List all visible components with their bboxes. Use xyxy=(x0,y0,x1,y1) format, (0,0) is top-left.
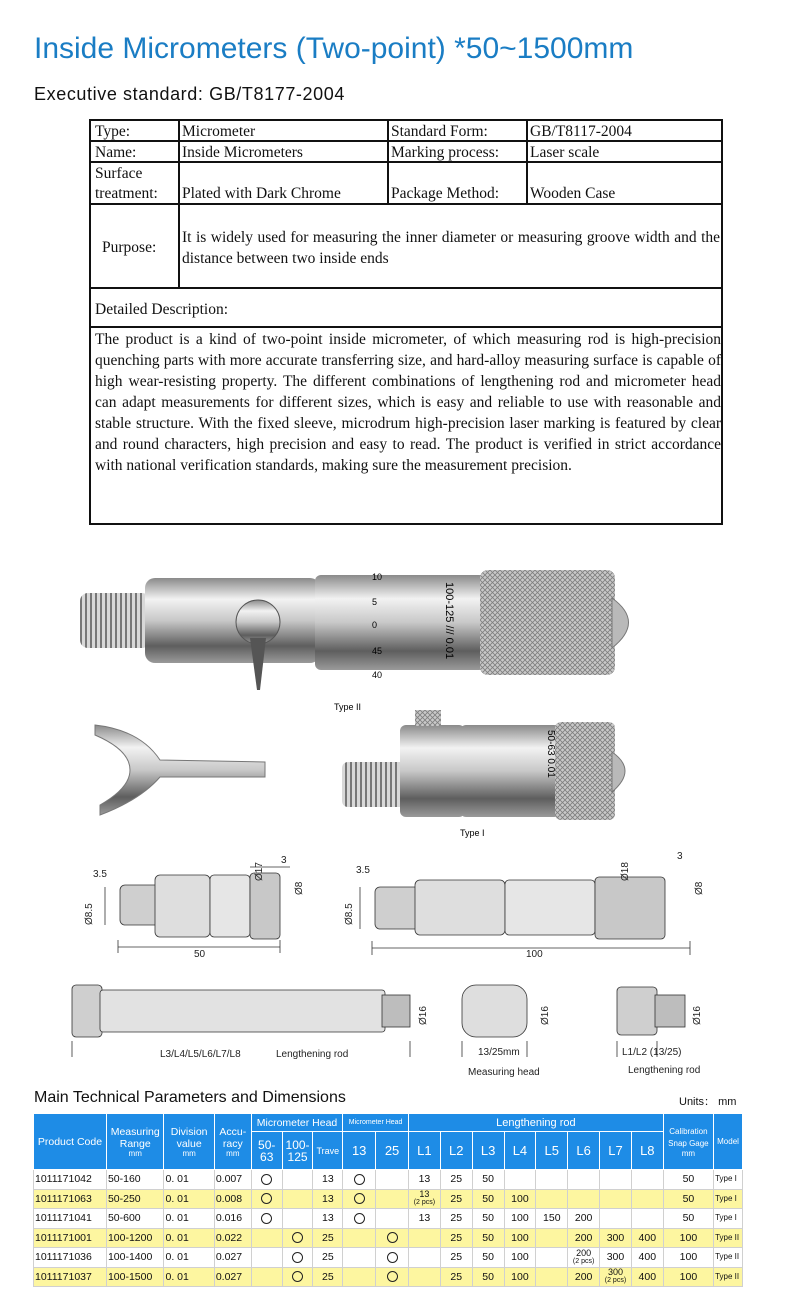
params-title: Main Technical Parameters and Dimensions xyxy=(34,1089,346,1106)
cell-c5063 xyxy=(251,1267,282,1287)
cell-c13 xyxy=(343,1228,376,1248)
cell-c5063 xyxy=(251,1248,282,1268)
cell-l8 xyxy=(631,1209,663,1229)
short-lengths: L1/L2 (13/25) xyxy=(622,1047,682,1058)
detail-label: Detailed Description: xyxy=(95,301,228,318)
t1-dia-left: Ø8.5 xyxy=(84,903,95,925)
type2-micrometer-image xyxy=(80,570,629,690)
cell-c13 xyxy=(343,1267,376,1287)
t1-length: 50 xyxy=(194,949,206,960)
cell-l1 xyxy=(408,1248,440,1268)
executive-standard: Executive standard: GB/T8177-2004 xyxy=(34,84,345,104)
cell-l1 xyxy=(408,1267,440,1287)
th-l2: L2 xyxy=(440,1132,472,1170)
circle-mark-icon xyxy=(387,1252,398,1263)
cell-trave: 25 xyxy=(313,1248,343,1268)
cell-code: 1011171001 xyxy=(34,1228,107,1248)
cell-c100 xyxy=(282,1267,313,1287)
th-l7: L7 xyxy=(600,1132,632,1170)
cell-l2: 25 xyxy=(440,1228,472,1248)
parameters-table xyxy=(33,1113,743,1287)
th-lengthening-rod: Lengthening rod xyxy=(408,1114,663,1132)
cell-div: 0. 01 xyxy=(164,1189,214,1209)
cell-acc: 0.007 xyxy=(214,1170,251,1190)
cell-model: Type I xyxy=(714,1209,743,1229)
t2-length: 100 xyxy=(526,949,543,960)
type-label: Type: xyxy=(95,123,131,140)
cell-l6 xyxy=(568,1170,600,1190)
cell-l1: 13 (2 pcs) xyxy=(408,1189,440,1209)
cell-gage: 50 xyxy=(663,1170,713,1190)
cell-gage: 100 xyxy=(663,1267,713,1287)
cell-c100 xyxy=(282,1248,313,1268)
th-l8: L8 xyxy=(631,1132,663,1170)
cell-l6 xyxy=(568,1189,600,1209)
cell-l3: 50 xyxy=(472,1189,504,1209)
cell-l3: 50 xyxy=(472,1248,504,1268)
surface-label-2: treatment: xyxy=(95,185,158,202)
cell-l7: 300 xyxy=(600,1228,632,1248)
cell-c100 xyxy=(282,1209,313,1229)
cell-l5 xyxy=(536,1228,568,1248)
circle-mark-icon xyxy=(261,1174,272,1185)
cell-acc: 0.027 xyxy=(214,1248,251,1268)
cell-range: 100-1200 xyxy=(106,1228,164,1248)
cell-code: 1011171041 xyxy=(34,1209,107,1229)
cell-div: 0. 01 xyxy=(164,1267,214,1287)
th-micrometer-head-2: Micrometer Head xyxy=(343,1114,409,1132)
cell-model: Type I xyxy=(714,1170,743,1190)
cell-c5063 xyxy=(251,1170,282,1190)
cell-model: Type II xyxy=(714,1267,743,1287)
purpose-value: It is widely used for measuring the inner diameter or measuring groove width and the distance between two inside ends xyxy=(182,229,720,267)
cell-l8 xyxy=(631,1170,663,1190)
cell-gage: 100 xyxy=(663,1228,713,1248)
cell-l5 xyxy=(536,1170,568,1190)
cell-l6: 200 (2 pcs) xyxy=(568,1248,600,1268)
th-13: 13 xyxy=(343,1132,376,1170)
cell-c5063 xyxy=(251,1228,282,1248)
cell-c13 xyxy=(343,1248,376,1268)
package-value: Wooden Case xyxy=(530,185,616,202)
cell-l2: 25 xyxy=(440,1267,472,1287)
type1-caption: Type I xyxy=(460,828,485,838)
rod-lengths: L3/L4/L5/L6/L7/L8 xyxy=(160,1049,241,1060)
cell-acc: 0.008 xyxy=(214,1189,251,1209)
spanner-image xyxy=(95,725,265,815)
cell-l8: 400 xyxy=(631,1248,663,1268)
cell-l6: 200 xyxy=(568,1228,600,1248)
circle-mark-icon xyxy=(354,1174,365,1185)
th-l5: L5 xyxy=(536,1132,568,1170)
cell-l2: 25 xyxy=(440,1189,472,1209)
cell-c100 xyxy=(282,1170,313,1190)
table-row xyxy=(34,1267,743,1287)
th-accuracy: Accu-racy mm xyxy=(214,1114,251,1170)
cell-c5063 xyxy=(251,1209,282,1229)
purpose-label: Purpose: xyxy=(102,239,157,256)
short-label: Lengthening rod xyxy=(628,1065,701,1076)
circle-mark-icon xyxy=(387,1271,398,1282)
cell-c25 xyxy=(376,1267,409,1287)
head-length: 13/25mm xyxy=(478,1047,520,1058)
table-row xyxy=(34,1248,743,1268)
small-thimble-text: 50-63 0.01 xyxy=(545,730,556,778)
t1-top-dia: Ø17 xyxy=(254,862,265,881)
cell-l2: 25 xyxy=(440,1170,472,1190)
form-value: GB/T8117-2004 xyxy=(530,123,632,140)
th-l6: L6 xyxy=(568,1132,600,1170)
name-label: Name: xyxy=(95,144,137,161)
type1-micrometer-image xyxy=(342,710,625,820)
cell-l1 xyxy=(408,1228,440,1248)
marking-label: Marking process: xyxy=(391,144,500,161)
cell-code: 1011171036 xyxy=(34,1248,107,1268)
head-dia: Ø16 xyxy=(540,1006,551,1025)
cell-model: Type II xyxy=(714,1248,743,1268)
marking-value: Laser scale xyxy=(530,144,600,161)
surface-label-1: Surface xyxy=(95,165,143,182)
cell-l4: 100 xyxy=(504,1209,536,1229)
cell-l4 xyxy=(504,1170,536,1190)
cell-l4: 100 xyxy=(504,1267,536,1287)
cell-trave: 13 xyxy=(313,1189,343,1209)
type2-caption: Type II xyxy=(334,702,362,712)
cell-trave: 25 xyxy=(313,1228,343,1248)
cell-c25 xyxy=(376,1189,409,1209)
circle-mark-icon xyxy=(292,1271,303,1282)
surface-value: Plated with Dark Chrome xyxy=(182,185,341,202)
scale-mark-40: 40 xyxy=(372,670,383,680)
cell-l3: 50 xyxy=(472,1228,504,1248)
cell-acc: 0.022 xyxy=(214,1228,251,1248)
cell-code: 1011171063 xyxy=(34,1189,107,1209)
t2-dia-left: Ø8.5 xyxy=(344,903,355,925)
cell-l3: 50 xyxy=(472,1170,504,1190)
cell-trave: 13 xyxy=(313,1170,343,1190)
cell-l5 xyxy=(536,1189,568,1209)
cell-l7 xyxy=(600,1209,632,1229)
cell-l4: 100 xyxy=(504,1189,536,1209)
cell-div: 0. 01 xyxy=(164,1248,214,1268)
product-photos xyxy=(0,530,790,845)
cell-c25 xyxy=(376,1248,409,1268)
circle-mark-icon xyxy=(354,1193,365,1204)
cell-c13 xyxy=(343,1170,376,1190)
big-thimble-text: 100-125 /// 0.01 xyxy=(443,582,455,660)
dimension-drawings xyxy=(0,845,790,1080)
table-row xyxy=(34,1170,743,1190)
cell-l2: 25 xyxy=(440,1248,472,1268)
detail-text: The product is a kind of two-point inside micrometer, of which measuring rod is high-precision quenching parts with more accurate transferring size, and hard-alloy measuring surface is capable of high wear-resisting property. The different combinations of lengthening rod and micrometer head can adapt measurements for different sizes, which is easy and reliable to use with reasonable and stable structure. With the fixed sleeve, microdrum high-precision laser marking is featured by clear and round characters, high precision and easy to read. The product is verified in strict accordance with national verification standards, making sure the measurement precision. xyxy=(95,331,721,474)
page-title: Inside Micrometers (Two-point) *50~1500mm xyxy=(34,32,634,65)
cell-c5063 xyxy=(251,1189,282,1209)
cell-l7 xyxy=(600,1170,632,1190)
t1-left-dim: 3.5 xyxy=(93,869,107,880)
package-label: Package Method: xyxy=(391,185,500,202)
th-micrometer-head: Micrometer Head xyxy=(251,1114,342,1132)
th-l1: L1 xyxy=(408,1132,440,1170)
t2-left-dim: 3.5 xyxy=(356,865,370,876)
circle-mark-icon xyxy=(261,1193,272,1204)
th-trave: Trave xyxy=(313,1132,343,1170)
th-25: 25 xyxy=(376,1132,409,1170)
cell-l3: 50 xyxy=(472,1267,504,1287)
name-value: Inside Micrometers xyxy=(182,144,303,161)
cell-l1: 13 xyxy=(408,1209,440,1229)
cell-acc: 0.016 xyxy=(214,1209,251,1229)
cell-l1: 13 xyxy=(408,1170,440,1190)
cell-range: 50-250 xyxy=(106,1189,164,1209)
cell-l8: 400 xyxy=(631,1228,663,1248)
cell-range: 50-160 xyxy=(106,1170,164,1190)
t2-top-dia: Ø18 xyxy=(620,862,631,881)
circle-mark-icon xyxy=(292,1252,303,1263)
cell-l7 xyxy=(600,1189,632,1209)
type-value: Micrometer xyxy=(182,123,256,140)
circle-mark-icon xyxy=(354,1213,365,1224)
t1-top-dim: 3 xyxy=(281,855,287,866)
cell-gage: 50 xyxy=(663,1209,713,1229)
circle-mark-icon xyxy=(387,1232,398,1243)
th-l4: L4 xyxy=(504,1132,536,1170)
scale-mark-5: 5 xyxy=(372,597,378,607)
cell-gage: 50 xyxy=(663,1189,713,1209)
table-row xyxy=(34,1189,743,1209)
cell-l5 xyxy=(536,1248,568,1268)
cell-range: 100-1400 xyxy=(106,1248,164,1268)
cell-c100 xyxy=(282,1228,313,1248)
th-model: Model xyxy=(714,1114,743,1170)
cell-acc: 0.027 xyxy=(214,1267,251,1287)
cell-c25 xyxy=(376,1228,409,1248)
th-50-63: 50-63 xyxy=(251,1132,282,1170)
cell-l5 xyxy=(536,1267,568,1287)
scale-mark-0: 0 xyxy=(372,620,378,630)
cell-c25 xyxy=(376,1209,409,1229)
th-l3: L3 xyxy=(472,1132,504,1170)
circle-mark-icon xyxy=(292,1232,303,1243)
cell-l4: 100 xyxy=(504,1228,536,1248)
spec-table xyxy=(89,119,723,525)
t2-right-dia: Ø8 xyxy=(694,881,705,895)
t1-right-dia: Ø8 xyxy=(294,881,305,895)
units-label: Units： mm xyxy=(679,1096,737,1108)
cell-l8: 400 xyxy=(631,1267,663,1287)
cell-l4: 100 xyxy=(504,1248,536,1268)
rod-dia: Ø16 xyxy=(418,1006,429,1025)
th-100-125: 100-125 xyxy=(282,1132,313,1170)
cell-c13 xyxy=(343,1189,376,1209)
cell-code: 1011171037 xyxy=(34,1267,107,1287)
cell-l2: 25 xyxy=(440,1209,472,1229)
cell-c13 xyxy=(343,1209,376,1229)
th-calibration: Calibration Snap Gage mm xyxy=(663,1114,713,1170)
scale-mark-10: 10 xyxy=(372,572,383,582)
head-label: Measuring head xyxy=(468,1067,540,1078)
cell-l8 xyxy=(631,1189,663,1209)
cell-code: 1011171042 xyxy=(34,1170,107,1190)
th-range: Measuring Range mm xyxy=(106,1114,164,1170)
cell-div: 0. 01 xyxy=(164,1228,214,1248)
scale-mark-45: 45 xyxy=(372,646,383,656)
cell-div: 0. 01 xyxy=(164,1209,214,1229)
cell-range: 100-1500 xyxy=(106,1267,164,1287)
th-code: Product Code xyxy=(34,1114,107,1170)
cell-l5: 150 xyxy=(536,1209,568,1229)
cell-l6: 200 xyxy=(568,1267,600,1287)
cell-l3: 50 xyxy=(472,1209,504,1229)
cell-l7: 300 xyxy=(600,1248,632,1268)
table-row xyxy=(34,1228,743,1248)
rod-label: Lengthening rod xyxy=(276,1049,349,1060)
cell-div: 0. 01 xyxy=(164,1170,214,1190)
cell-gage: 100 xyxy=(663,1248,713,1268)
cell-trave: 25 xyxy=(313,1267,343,1287)
th-division: Division value mm xyxy=(164,1114,214,1170)
circle-mark-icon xyxy=(261,1213,272,1224)
cell-trave: 13 xyxy=(313,1209,343,1229)
cell-range: 50-600 xyxy=(106,1209,164,1229)
cell-model: Type II xyxy=(714,1228,743,1248)
cell-l6: 200 xyxy=(568,1209,600,1229)
short-dia: Ø16 xyxy=(692,1006,703,1025)
cell-c100 xyxy=(282,1189,313,1209)
form-label: Standard Form: xyxy=(391,123,488,140)
cell-model: Type I xyxy=(714,1189,743,1209)
cell-l7: 300 (2 pcs) xyxy=(600,1267,632,1287)
t2-top-dim: 3 xyxy=(677,851,683,862)
table-row xyxy=(34,1209,743,1229)
cell-c25 xyxy=(376,1170,409,1190)
